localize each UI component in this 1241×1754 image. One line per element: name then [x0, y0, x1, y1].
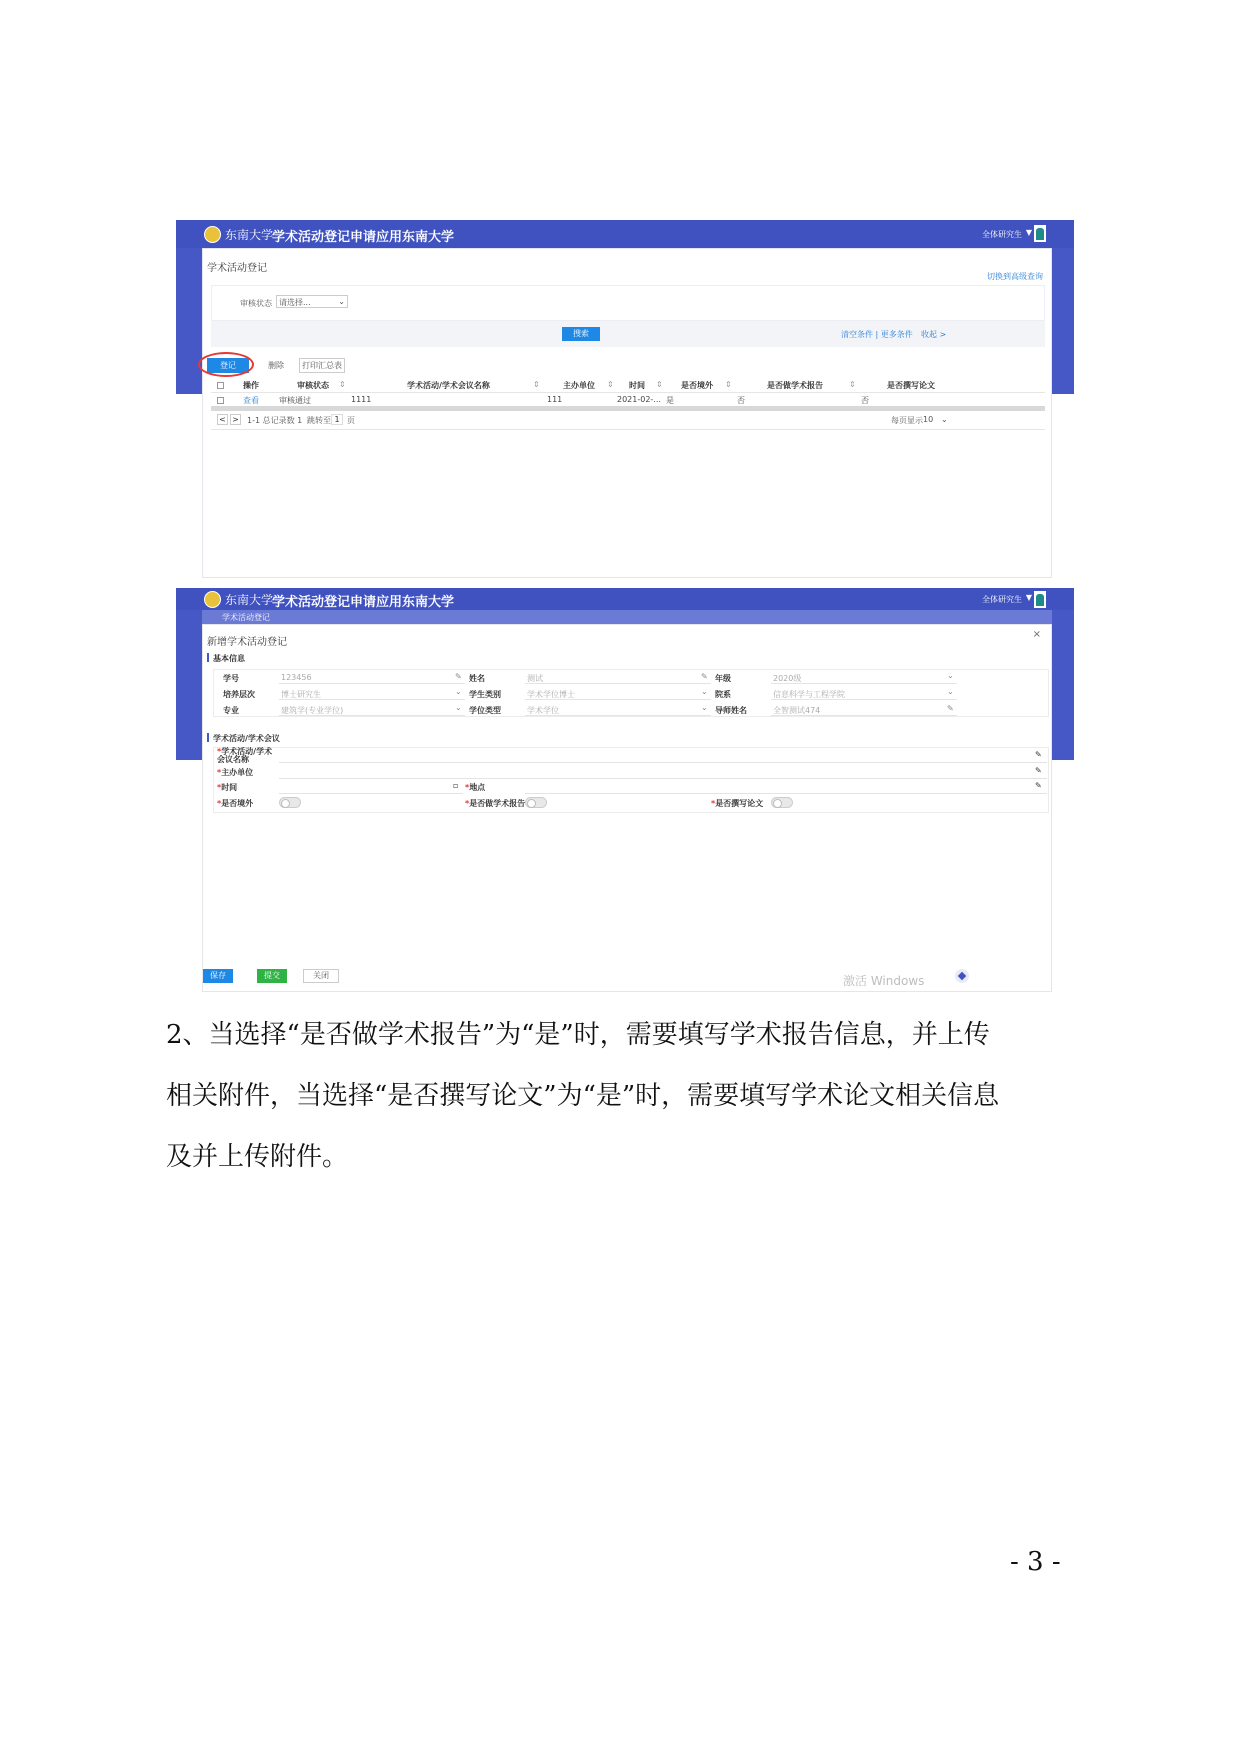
submit-button[interactable]: 提交 [257, 969, 287, 983]
sort-icon[interactable]: ⇕ [533, 380, 540, 389]
field-value: 建筑学(专业学位) [281, 706, 344, 715]
pencil-icon: ✎ [947, 704, 954, 713]
field-value: 博士研究生 [281, 690, 321, 699]
per-page-label: 每页显示 [891, 416, 923, 425]
windows-watermark: 激活 Windows [843, 974, 925, 988]
logo-text: 东南大学 [225, 593, 274, 607]
app-header [176, 588, 1074, 610]
paragraph-line: 相关附件，当选择“是否撰写论文”为“是”时，需要填写学术论文相关信息 [166, 1081, 1000, 1111]
annotation-circle [198, 352, 254, 377]
logo-text: 东南大学 [225, 228, 274, 242]
cube-icon [958, 972, 966, 980]
field-label: 学位类型 [469, 706, 501, 715]
field-label: 院系 [715, 690, 731, 699]
field-value: 学术学位 [527, 706, 559, 715]
dialog-title: 新增学术活动登记 [207, 637, 287, 648]
pencil-icon: ✎ [455, 672, 462, 681]
field-value: 123456 [281, 673, 312, 682]
divider [211, 392, 1045, 393]
section-basic-info: 基本信息 [213, 654, 245, 663]
chevron-down-icon: ⌄ [455, 703, 462, 712]
caret-down-icon[interactable]: ▼ [1025, 228, 1032, 237]
field-label: *是否撰写论文 [711, 799, 764, 808]
field-label: 学号 [223, 674, 239, 683]
pager-jump-label: 跳转至 [307, 416, 331, 425]
field-label: 导师姓名 [715, 706, 747, 715]
switch-advanced-search-link[interactable]: 切换到高级查询 [987, 272, 1043, 281]
status-select[interactable] [276, 295, 348, 308]
table-cell: 111 [547, 395, 563, 404]
activity-name-input[interactable] [279, 749, 1047, 763]
column-header[interactable]: 是否境外 [681, 381, 713, 390]
table-cell: 否 [861, 396, 869, 405]
search-bar [211, 321, 1045, 347]
column-header[interactable]: 是否做学术报告 [767, 381, 823, 390]
field-label: *主办单位 [217, 768, 254, 777]
app-title: 学术活动登记申请应用东南大学 [272, 230, 455, 245]
column-header[interactable]: 主办单位 [563, 381, 595, 390]
section-marker [207, 733, 209, 742]
list-panel [202, 248, 1052, 578]
section-marker [207, 653, 209, 662]
academic-report-toggle[interactable] [525, 797, 547, 808]
chevron-down-icon: ⌄ [947, 687, 954, 696]
view-link[interactable]: 查看 [243, 396, 259, 405]
chevron-down-icon: ⌄ [947, 671, 954, 680]
chevron-down-icon: ⌄ [338, 297, 345, 306]
screenshot-activity-list [176, 220, 1074, 578]
field-label: *时间 [217, 783, 238, 792]
pencil-icon: ✎ [1035, 750, 1042, 759]
pager-summary: 1-1 总记录数 1 [247, 416, 303, 425]
field-label: *是否做学术报告 [465, 799, 526, 808]
column-header: 操作 [243, 381, 259, 390]
table-cell: 是 [666, 396, 674, 405]
name-field[interactable] [525, 670, 711, 684]
paragraph-line: 及并上传附件。 [166, 1142, 349, 1172]
chevron-down-icon[interactable]: ⌄ [941, 415, 948, 424]
table-cell: 否 [737, 396, 745, 405]
column-header[interactable]: 是否撰写论文 [887, 381, 935, 390]
field-value: 信息科学与工程学院 [773, 690, 845, 699]
avatar[interactable] [1034, 225, 1046, 242]
field-label: 学生类别 [469, 690, 501, 699]
filter-label: 审核状态 [240, 299, 272, 308]
section-activity: 学术活动/学术会议 [213, 734, 280, 743]
close-icon[interactable]: × [1032, 629, 1041, 640]
status-select-value: 请选择... [279, 298, 311, 307]
pencil-icon: ✎ [1035, 766, 1042, 775]
column-header[interactable]: 审核状态 [297, 381, 329, 390]
field-label: *地点 [465, 783, 486, 792]
page-input[interactable]: 1 [331, 414, 343, 425]
app-header [176, 220, 1074, 248]
abroad-toggle[interactable] [279, 797, 301, 808]
search-button[interactable]: 搜索 [562, 327, 600, 341]
field-label: 年级 [715, 674, 731, 683]
column-header[interactable]: 学术活动/学术会议名称 [407, 381, 490, 390]
per-page-select[interactable]: 10 [923, 415, 934, 424]
university-logo-icon [204, 226, 221, 243]
close-button[interactable]: 关闭 [303, 969, 339, 983]
field-value: 学术学位博士 [527, 690, 575, 699]
field-label: 专业 [223, 706, 239, 715]
floating-help-icon[interactable] [955, 969, 969, 983]
sort-icon[interactable]: ⇕ [656, 380, 663, 389]
field-value: 2020级 [773, 674, 802, 683]
field-label: 培养层次 [223, 690, 255, 699]
sort-icon[interactable]: ⇕ [607, 380, 614, 389]
place-input[interactable] [525, 780, 1047, 794]
dialog [202, 624, 1052, 992]
table-cell: 1111 [351, 395, 372, 404]
next-page-icon[interactable]: > [230, 414, 241, 425]
write-paper-toggle[interactable] [771, 797, 793, 808]
column-header[interactable]: 时间 [629, 381, 645, 390]
app-title: 学术活动登记申请应用东南大学 [272, 595, 455, 610]
row-checkbox[interactable] [217, 397, 224, 404]
chevron-down-icon: ⌄ [701, 687, 708, 696]
time-picker-input[interactable] [279, 780, 463, 794]
user-menu[interactable]: 全体研究生 [982, 595, 1022, 604]
field-value: 测试 [527, 674, 543, 683]
user-menu[interactable]: 全体研究生 [982, 230, 1022, 239]
tab-activity-registration[interactable]: 学术活动登记 [222, 613, 270, 622]
caret-down-icon[interactable]: ▼ [1025, 593, 1032, 602]
university-logo-icon [204, 591, 221, 608]
sort-icon[interactable]: ⇕ [339, 380, 346, 389]
screenshot-new-registration-dialog [176, 588, 1074, 992]
filter-links[interactable]: 清空条件 | 更多条件 [841, 330, 913, 339]
select-all-checkbox[interactable] [217, 382, 224, 389]
pencil-icon: ✎ [701, 672, 708, 681]
calendar-icon[interactable]: ▫ [453, 781, 459, 790]
sort-icon[interactable]: ⇕ [725, 380, 732, 389]
horizontal-scrollbar[interactable] [211, 406, 1045, 411]
field-label: *学术活动/学术会议名称 [217, 747, 273, 764]
pencil-icon: ✎ [1035, 781, 1042, 790]
field-label: 姓名 [469, 674, 485, 683]
sort-icon[interactable]: ⇕ [849, 380, 856, 389]
paragraph-line: 2、当选择“是否做学术报告”为“是”时，需要填写学术报告信息，并上传 [166, 1020, 990, 1050]
delete-button[interactable]: 删除 [268, 361, 284, 370]
page-unit: 页 [347, 416, 355, 425]
table-cell: 2021-02-... [617, 395, 661, 404]
host-organization-input[interactable] [279, 765, 1047, 779]
filter-area [211, 285, 1045, 321]
register-button[interactable]: 登记 [207, 358, 249, 373]
avatar[interactable] [1034, 591, 1046, 608]
field-value: 全智测试474 [773, 706, 821, 715]
tab-bar [202, 610, 1052, 624]
collapse-link[interactable]: 收起 > [921, 330, 947, 339]
page-title: 学术活动登记 [207, 263, 267, 274]
table-cell: 审核通过 [279, 396, 311, 405]
prev-page-icon[interactable]: < [217, 414, 228, 425]
field-label: *是否境外 [217, 799, 254, 808]
save-button[interactable]: 保存 [203, 969, 233, 983]
page-number: - 3 - [1010, 1547, 1061, 1577]
divider [211, 429, 1045, 430]
chevron-down-icon: ⌄ [455, 687, 462, 696]
print-summary-button[interactable]: 打印汇总表 [299, 358, 345, 373]
chevron-down-icon: ⌄ [701, 703, 708, 712]
